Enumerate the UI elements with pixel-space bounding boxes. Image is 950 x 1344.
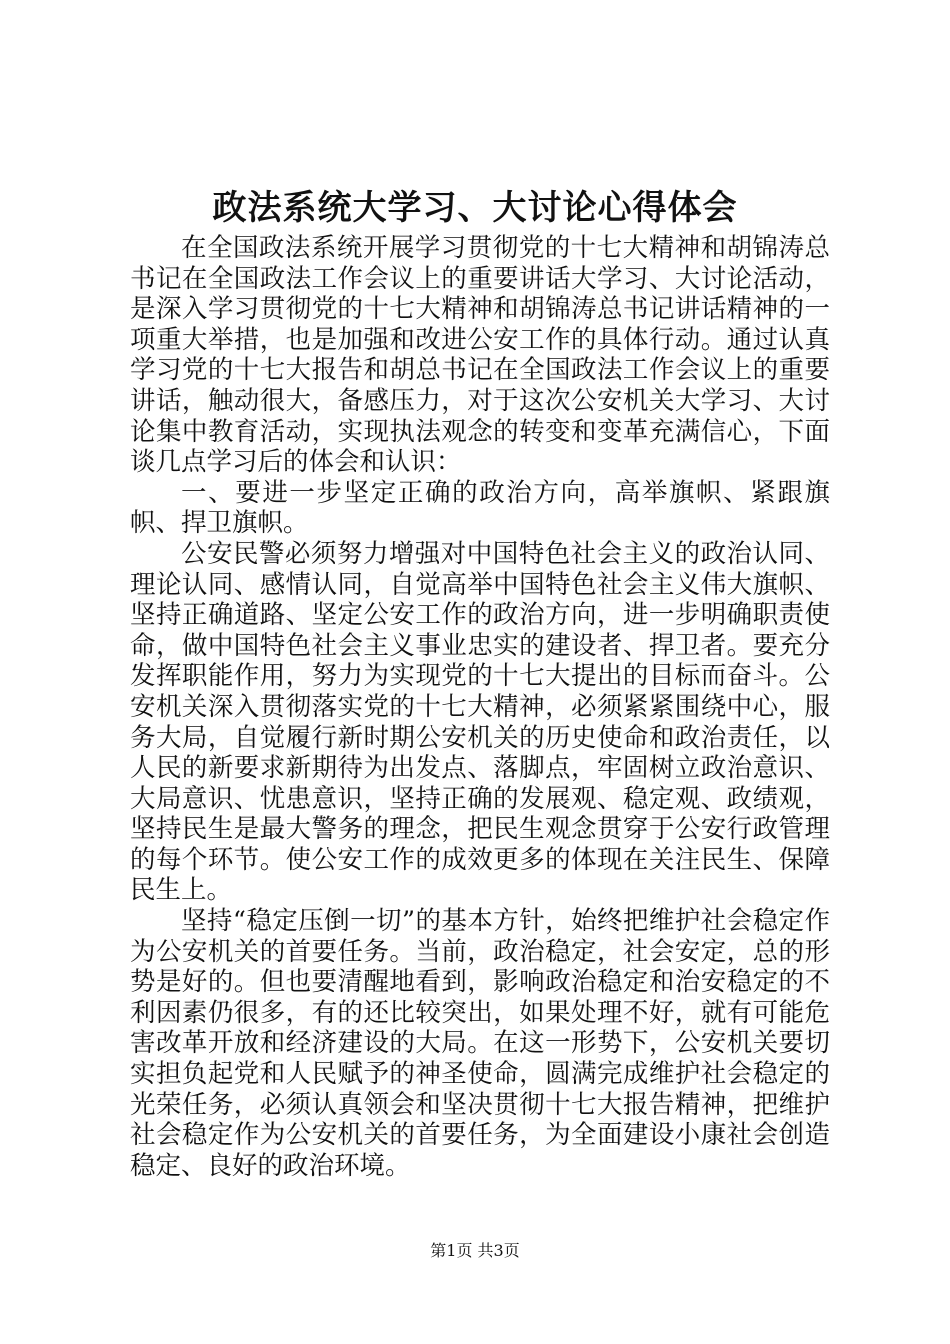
document-body [130, 233, 830, 1181]
paragraph-police-duty: 公安民警必须努力增强对中国特色社会主义的政治认同、理论认同、感情认同，自觉高举中国特色社会主义伟大旗帜、坚持正确道路、坚定公安工作的政治方向，进一步明确职责使命，做中国特色社会主义事业忠实的建设者、捍卫者。要充分发挥职能作用，努力为实现党的十七大提出的目标而奋斗。公安机关深入贯彻落实党的十七大精神，必须紧紧围绕中心，服务大局，自觉履行新时期公安机关的历史使命和政治责任，以人民的新要求新期待为出发点、落脚点，牢固树立政治意识、大局意识、忧患意识，坚持正确的发展观、稳定观、政绩观，坚持民生是最大警务的理念，把民生观念贯穿于公安行政管理的每个环节。使公安工作的成效更多的体现在关注民生、保障民生上。 [130, 538, 830, 906]
paragraph-stability: 坚持“稳定压倒一切”的基本方针，始终把维护社会稳定作为公安机关的首要任务。当前，政治稳定，社会安定，总的形势是好的。但也要清醒地看到，影响政治稳定和治安稳定的不利因素仍很多，有的还比较突出，如果处理不好，就有可能危害改革开放和经济建设的大局。在这一形势下，公安机关要切实担负起党和人民赋予的神圣使命，圆满完成维护社会稳定的光荣任务，必须认真领会和坚决贯彻十七大报告精神，把维护社会稳定作为公安机关的首要任务，为全面建设小康社会创造稳定、良好的政治环境。 [130, 906, 830, 1181]
document-title: 政法系统大学习、大讨论心得体会 [212, 188, 738, 228]
paragraph-heading-one: 一、要进一步坚定正确的政治方向，高举旗帜、紧跟旗帜、捍卫旗帜。 [130, 477, 830, 539]
page-footer: 第1页 共3页 [430, 1241, 520, 1260]
paragraph-intro: 在全国政法系统开展学习贯彻党的十七大精神和胡锦涛总书记在全国政法工作会议上的重要讲话大学习、大讨论活动，是深入学习贯彻党的十七大精神和胡锦涛总书记讲话精神的一项重大举措，也是加强和改进公安工作的具体行动。通过认真学习党的十七大报告和胡总书记在全国政法工作会议上的重要讲话，触动很大，备感压力，对于这次公安机关大学习、大讨论集中教育活动，实现执法观念的转变和变革充满信心，下面谈几点学习后的体会和认识： [130, 233, 830, 478]
